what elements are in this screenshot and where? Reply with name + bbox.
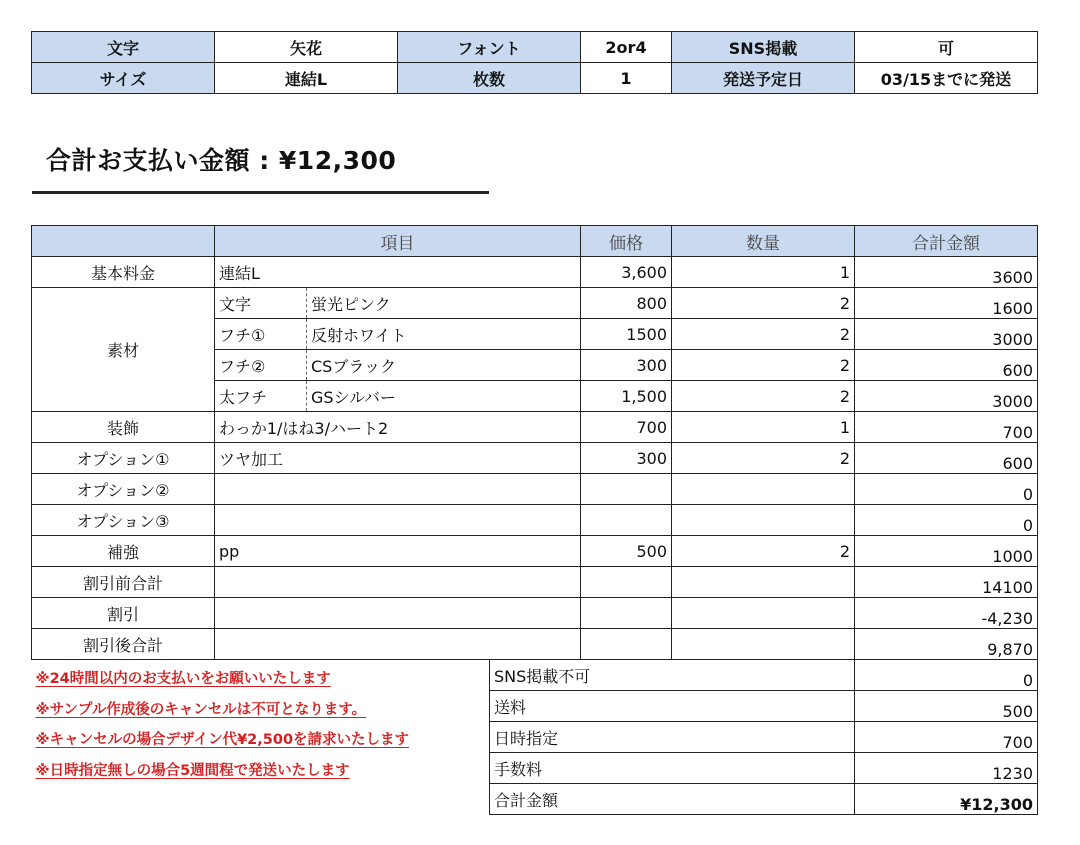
header-cell-category <box>32 226 215 257</box>
row-item <box>215 505 581 536</box>
price-breakdown-table <box>31 225 1038 815</box>
header-cell-price: 価格 <box>581 226 672 257</box>
material-sub: 太フチ <box>215 381 307 412</box>
row-price: 1500 <box>581 319 672 350</box>
row-item <box>215 474 581 505</box>
material-sub: 文字 <box>215 288 307 319</box>
row-item <box>215 629 581 660</box>
material-sub: フチ① <box>215 319 307 350</box>
row-item: 連結L <box>215 257 581 288</box>
row-qty: 2 <box>672 288 855 319</box>
row-price: 500 <box>581 536 672 567</box>
row-qty <box>672 505 855 536</box>
row-price <box>581 474 672 505</box>
row-total: 1000 <box>855 536 1038 567</box>
row-total: 3600 <box>855 257 1038 288</box>
row-total: 700 <box>855 412 1038 443</box>
table-row <box>32 567 1038 598</box>
row-category: 装飾 <box>32 412 215 443</box>
table-row <box>32 536 1038 567</box>
info-label-text: 文字 <box>32 32 215 63</box>
header-cell-item: 項目 <box>215 226 581 257</box>
table-row <box>32 412 1038 443</box>
info-label-ship-date: 発送予定日 <box>672 63 855 94</box>
row-qty <box>672 598 855 629</box>
fee-label: SNS掲載不可 <box>490 660 855 691</box>
row-qty: 2 <box>672 536 855 567</box>
row-price <box>581 629 672 660</box>
row-qty <box>672 567 855 598</box>
row-qty: 1 <box>672 257 855 288</box>
fee-label: 手数料 <box>490 753 855 784</box>
row-price: 1,500 <box>581 381 672 412</box>
row-total: 600 <box>855 443 1038 474</box>
info-label-size: サイズ <box>32 63 215 94</box>
table-row <box>32 443 1038 474</box>
row-category: オプション① <box>32 443 215 474</box>
note-item: ※サンプル作成後のキャンセルは不可となります。 <box>35 701 367 718</box>
info-value-count: 1 <box>581 63 672 94</box>
row-category: オプション③ <box>32 505 215 536</box>
row-price: 300 <box>581 443 672 474</box>
table-row <box>32 598 1038 629</box>
info-row <box>32 32 1038 63</box>
row-total: -4,230 <box>855 598 1038 629</box>
material-name: 蛍光ピンク <box>307 288 581 319</box>
grand-total-value: ¥12,300 <box>855 784 1038 815</box>
order-info-table <box>31 31 1038 94</box>
table-row <box>32 257 1038 288</box>
row-total: 600 <box>855 350 1038 381</box>
row-item: ツヤ加工 <box>215 443 581 474</box>
fee-value: 1230 <box>855 753 1038 784</box>
row-category: 割引前合計 <box>32 567 215 598</box>
notes-list <box>36 664 490 786</box>
info-row <box>32 63 1038 94</box>
row-category: オプション② <box>32 474 215 505</box>
material-name: 反射ホワイト <box>307 319 581 350</box>
note-item: ※キャンセルの場合デザイン代¥2,500を請求いたします <box>35 732 410 748</box>
row-total: 0 <box>855 474 1038 505</box>
table-row <box>32 505 1038 536</box>
row-qty <box>672 629 855 660</box>
note-item: ※日時指定無しの場合5週間程で発送いたします <box>35 762 350 779</box>
row-price: 300 <box>581 350 672 381</box>
row-category: 割引 <box>32 598 215 629</box>
info-value-size: 連結L <box>215 63 398 94</box>
fee-row <box>32 660 1038 691</box>
row-category: 基本料金 <box>32 257 215 288</box>
material-name: GSシルバー <box>307 381 581 412</box>
row-item: わっか1/はね3/ハート2 <box>215 412 581 443</box>
info-value-text: 矢花 <box>215 32 398 63</box>
info-label-count: 枚数 <box>398 63 581 94</box>
table-row <box>32 629 1038 660</box>
note-item: ※24時間以内のお支払いをお願いいたします <box>35 671 331 687</box>
row-qty: 1 <box>672 412 855 443</box>
row-price <box>581 505 672 536</box>
fee-value: 500 <box>855 691 1038 722</box>
header-cell-qty: 数量 <box>672 226 855 257</box>
material-name: CSブラック <box>307 350 581 381</box>
row-item: pp <box>215 536 581 567</box>
row-total: 3000 <box>855 319 1038 350</box>
row-total: 3000 <box>855 381 1038 412</box>
row-category: 補強 <box>32 536 215 567</box>
row-category: 素材 <box>32 288 215 412</box>
info-value-sns: 可 <box>855 32 1038 63</box>
row-qty <box>672 474 855 505</box>
info-label-sns: SNS掲載 <box>672 32 855 63</box>
row-price: 3,600 <box>581 257 672 288</box>
row-item <box>215 598 581 629</box>
grand-total-label: 合計金額 <box>490 784 855 815</box>
table-header-row <box>32 226 1038 257</box>
row-price <box>581 598 672 629</box>
header-cell-total: 合計金額 <box>855 226 1038 257</box>
table-row <box>32 288 1038 319</box>
fee-label: 日時指定 <box>490 722 855 753</box>
row-qty: 2 <box>672 350 855 381</box>
row-qty: 2 <box>672 443 855 474</box>
row-price: 700 <box>581 412 672 443</box>
row-qty: 2 <box>672 319 855 350</box>
info-value-font: 2or4 <box>581 32 672 63</box>
row-total: 14100 <box>855 567 1038 598</box>
row-price <box>581 567 672 598</box>
info-value-ship-date: 03/15までに発送 <box>855 63 1038 94</box>
fee-value: 700 <box>855 722 1038 753</box>
row-qty: 2 <box>672 381 855 412</box>
heading-underline <box>32 191 489 194</box>
fee-label: 送料 <box>490 691 855 722</box>
row-price: 800 <box>581 288 672 319</box>
table-row <box>32 474 1038 505</box>
row-category: 割引後合計 <box>32 629 215 660</box>
info-label-font: フォント <box>398 32 581 63</box>
notes-cell <box>32 660 490 815</box>
row-total: 9,870 <box>855 629 1038 660</box>
row-total: 0 <box>855 505 1038 536</box>
fee-value: 0 <box>855 660 1038 691</box>
row-item <box>215 567 581 598</box>
material-sub: フチ② <box>215 350 307 381</box>
row-total: 1600 <box>855 288 1038 319</box>
total-payment-heading: 合計お支払い金額 : ¥12,300 <box>46 146 397 175</box>
